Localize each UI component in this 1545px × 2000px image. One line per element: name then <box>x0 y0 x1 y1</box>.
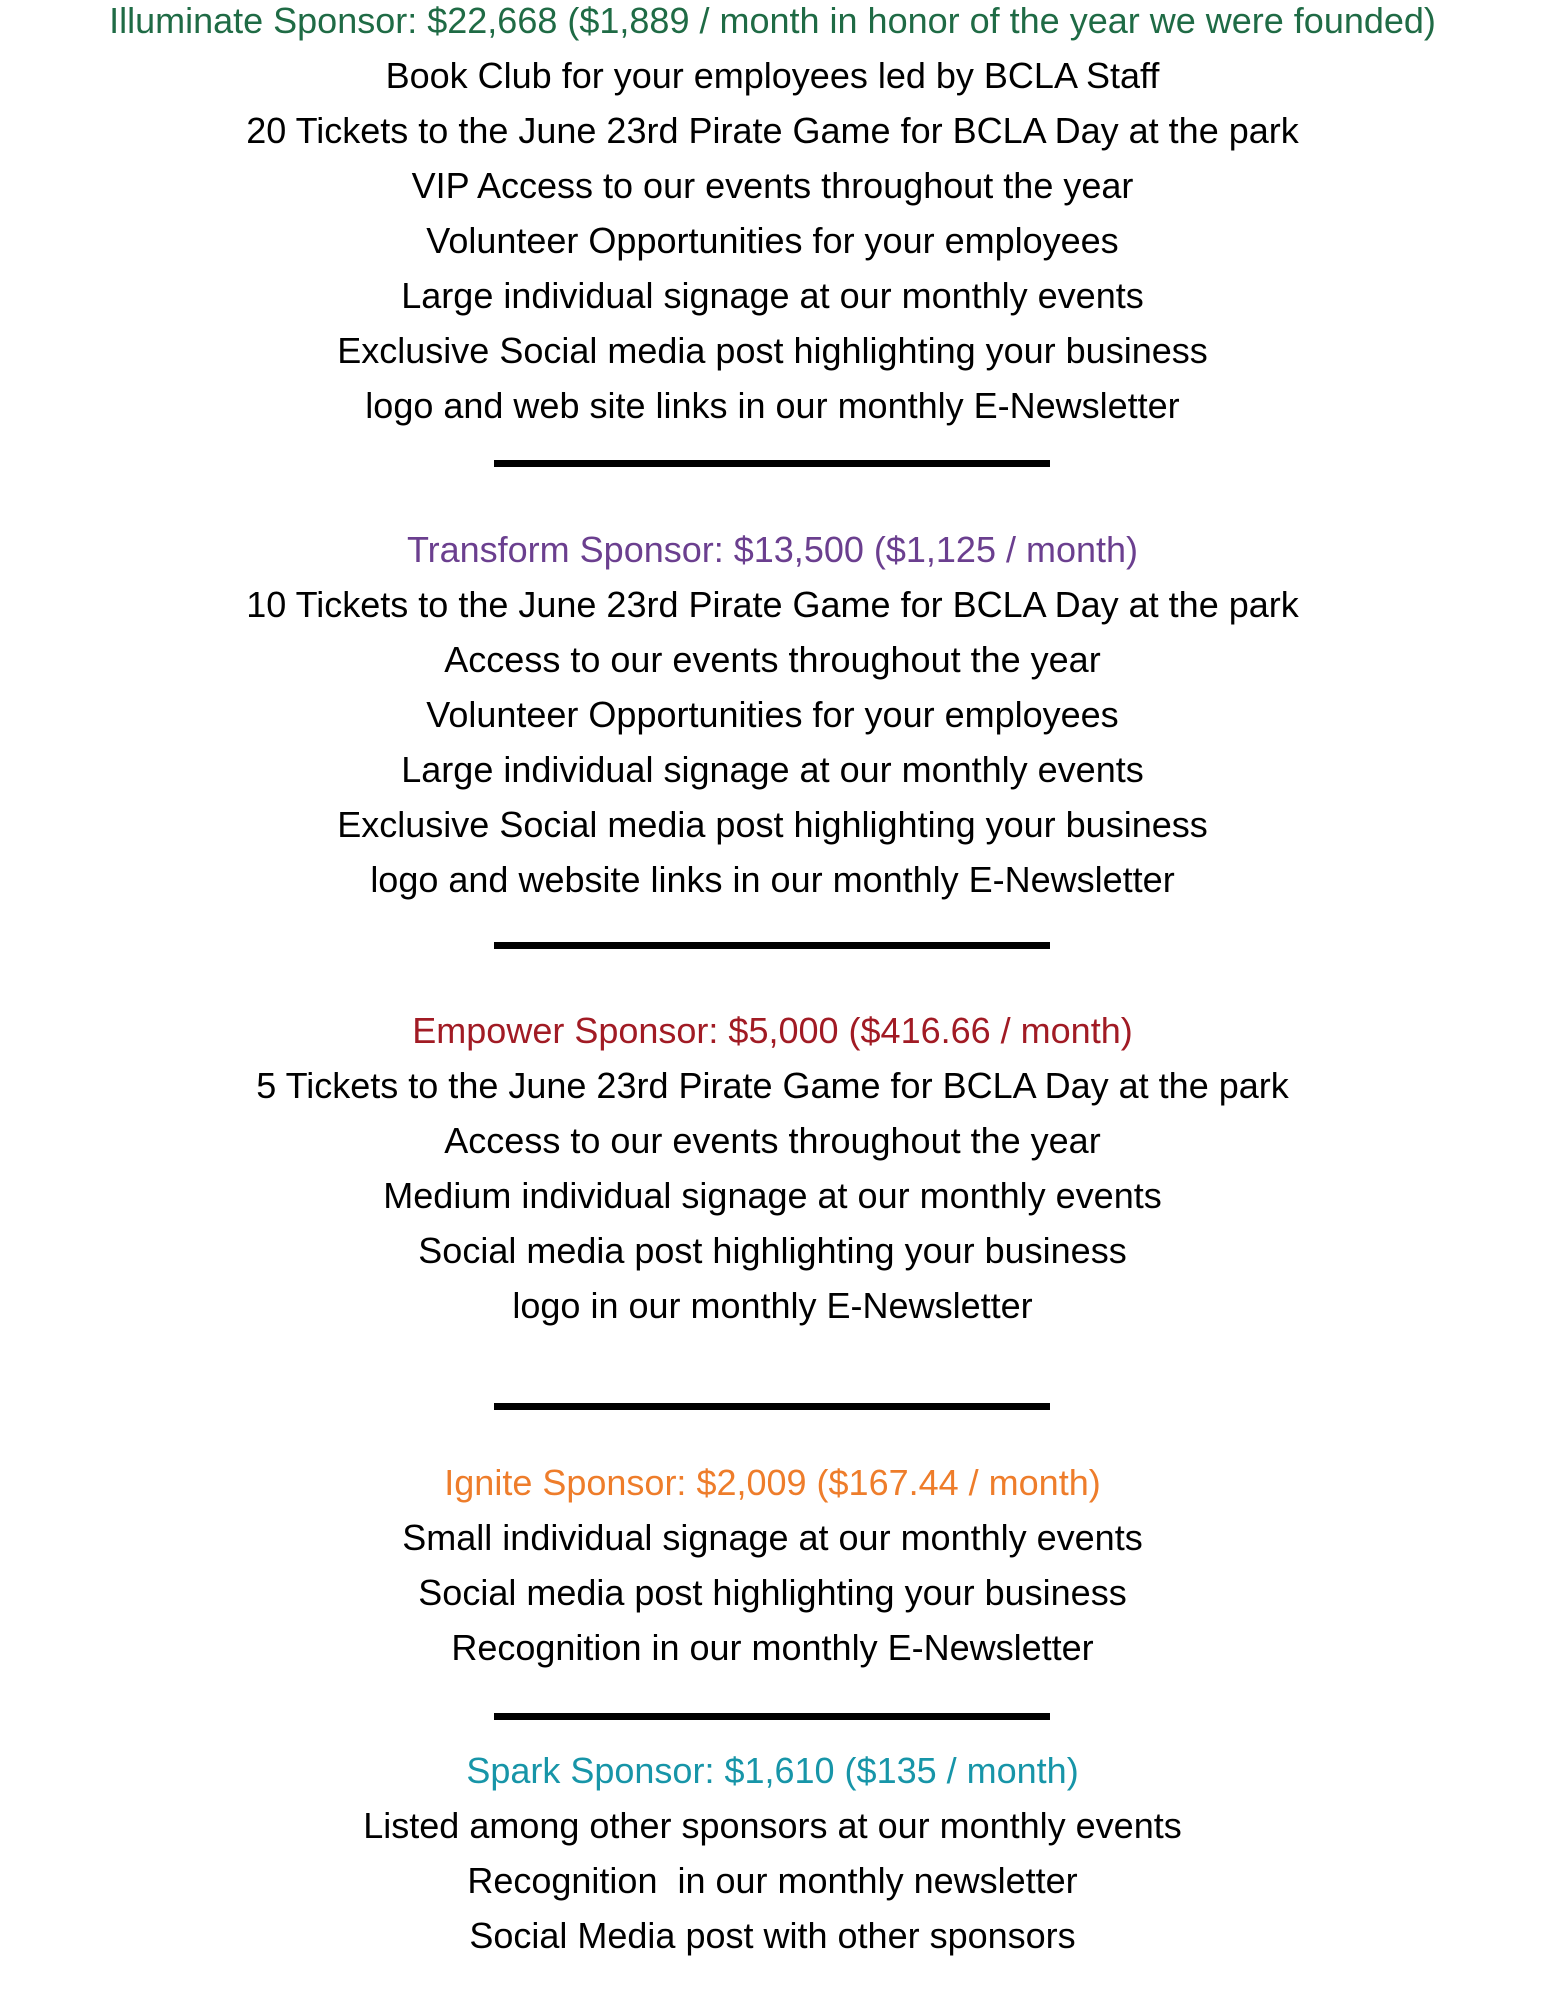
benefit-item: 10 Tickets to the June 23rd Pirate Game for BCLA Day at the park <box>246 584 1299 625</box>
tier-heading: Spark Sponsor: $1,610 ($135 / month) <box>466 1750 1079 1791</box>
section-divider <box>494 460 1050 467</box>
benefit-item: Exclusive Social media post highlighting your business <box>337 330 1208 371</box>
benefit-item: VIP Access to our events throughout the year <box>411 165 1134 206</box>
benefit-item: logo and web site links in our monthly E-Newsletter <box>365 385 1180 426</box>
benefit-item: logo in our monthly E-Newsletter <box>512 1285 1033 1326</box>
tier-heading: Ignite Sponsor: $2,009 ($167.44 / month) <box>444 1462 1101 1503</box>
benefit-item: Listed among other sponsors at our monthly events <box>363 1805 1182 1846</box>
tier-heading: Illuminate Sponsor: $22,668 ($1,889 / month in honor of the year we were founded) <box>109 0 1436 41</box>
benefit-item: Access to our events throughout the year <box>444 639 1101 680</box>
benefit-list <box>0 1510 1545 1675</box>
benefit-item: Recognition in our monthly newsletter <box>467 1860 1078 1901</box>
benefit-item: 20 Tickets to the June 23rd Pirate Game for BCLA Day at the park <box>246 110 1299 151</box>
benefit-list <box>0 577 1545 907</box>
benefit-item: Large individual signage at our monthly events <box>401 749 1144 790</box>
tier-heading: Empower Sponsor: $5,000 ($416.66 / month) <box>412 1010 1133 1051</box>
benefit-item: Exclusive Social media post highlighting your business <box>337 804 1208 845</box>
benefit-item: logo and website links in our monthly E-Newsletter <box>370 859 1175 900</box>
benefit-item: Volunteer Opportunities for your employees <box>426 694 1119 735</box>
benefit-item: Social Media post with other sponsors <box>469 1915 1076 1956</box>
benefit-item: Medium individual signage at our monthly events <box>383 1175 1162 1216</box>
tier-heading: Transform Sponsor: $13,500 ($1,125 / month) <box>406 529 1139 570</box>
benefit-item: Social media post highlighting your business <box>418 1572 1127 1613</box>
benefit-item: Volunteer Opportunities for your employees <box>426 220 1119 261</box>
tier-illuminate <box>0 0 1545 433</box>
tier-ignite <box>0 1455 1545 1675</box>
section-divider <box>494 1713 1050 1720</box>
tier-transform <box>0 522 1545 907</box>
benefit-list <box>0 1058 1545 1333</box>
benefit-item: Social media post highlighting your business <box>418 1230 1127 1271</box>
benefit-item: Book Club for your employees led by BCLA Staff <box>385 55 1160 96</box>
benefit-item: 5 Tickets to the June 23rd Pirate Game for BCLA Day at the park <box>256 1065 1289 1106</box>
tier-empower <box>0 1003 1545 1333</box>
benefit-item: Large individual signage at our monthly events <box>401 275 1144 316</box>
section-divider <box>494 1403 1050 1410</box>
benefit-item: Access to our events throughout the year <box>444 1120 1101 1161</box>
benefit-item: Recognition in our monthly E-Newsletter <box>451 1627 1094 1668</box>
section-divider <box>494 942 1050 949</box>
tier-spark <box>0 1743 1545 1963</box>
benefit-list <box>0 1798 1545 1963</box>
benefit-list <box>0 48 1545 433</box>
benefit-item: Small individual signage at our monthly events <box>402 1517 1143 1558</box>
